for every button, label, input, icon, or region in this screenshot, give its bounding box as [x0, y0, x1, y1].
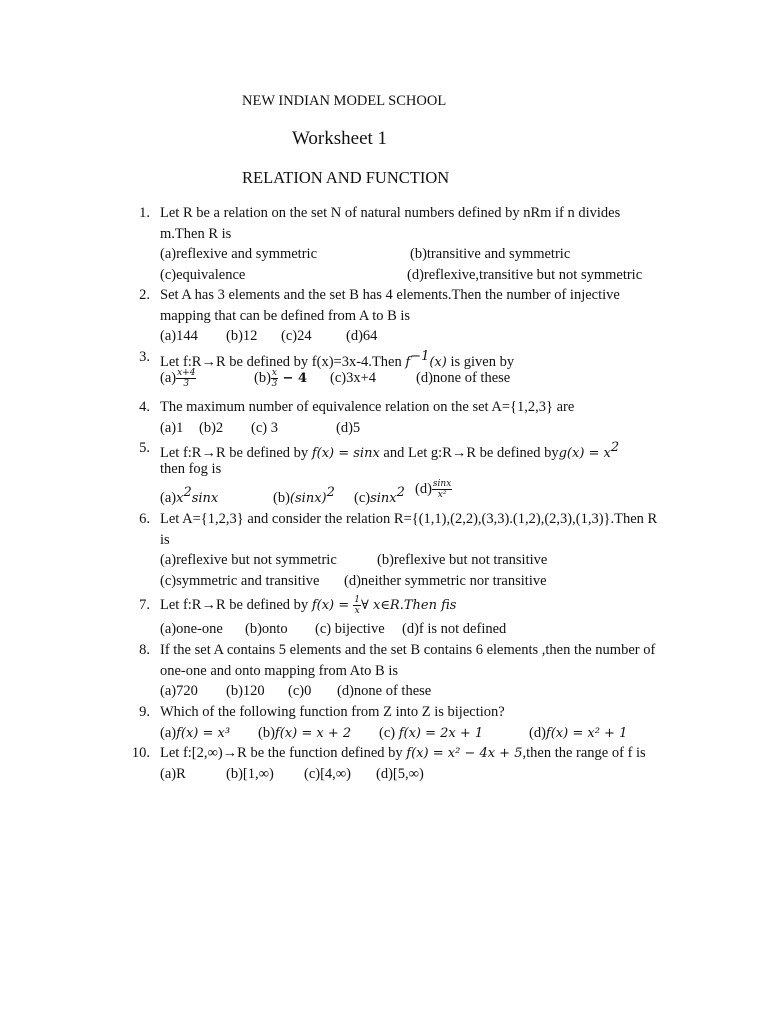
math-expression: f(x) = sinx — [311, 445, 380, 461]
math-expression: (x) — [429, 354, 447, 370]
question-number: 7. — [139, 597, 150, 613]
question-6 — [0, 509, 768, 591]
option-b: (b)[1,∞) — [226, 765, 274, 782]
option-c: (c)symmetric and transitive — [160, 572, 320, 589]
math-superscript: 2 — [610, 440, 620, 455]
option-d: (d)none of these — [337, 683, 432, 699]
math-expression: ∀ x∈R.Then fis — [361, 598, 457, 613]
question-text: Let f:R→R be defined by — [160, 444, 312, 461]
option-a: (a)f(x) = x³ — [160, 724, 231, 741]
question-text: mapping that can be defined from A to B is — [160, 307, 411, 324]
math-superscript: −1 — [410, 349, 430, 364]
math-expression: f — [405, 354, 411, 370]
option-d: (d)64 — [346, 328, 378, 344]
option-d: (d)neither symmetric nor transitive — [344, 572, 547, 589]
question-text: Set A has 3 elements and the set B has 4 elements.Then the number of injective — [160, 287, 620, 303]
question-number: 5. — [139, 440, 150, 456]
question-number: 3. — [139, 349, 150, 365]
option-b: (b) $\frac{x}{3}$ − 4 — [254, 367, 307, 389]
question-text: Let R be a relation on the set N of natural numbers defined by nRm if n divides — [160, 205, 621, 221]
question-number: 2. — [139, 287, 150, 303]
option-a: $(a)x^2\sin x$ — [160, 485, 219, 506]
question-2 — [0, 285, 768, 347]
option-d: (d)none of these — [416, 369, 511, 386]
question-text: is — [160, 531, 170, 548]
math-expression: f(x) = — [311, 598, 354, 613]
option-b: (b)reflexive but not transitive — [377, 552, 548, 568]
math-expression: f(x) = x² − 4x + 5 — [406, 746, 523, 761]
question-number: 10. — [131, 745, 150, 761]
option-d: (d)reflexive,transitive but not symmetric — [407, 266, 643, 283]
option-d: (d)[5,∞) — [376, 765, 424, 782]
question-text: The maximum number of equivalence relation on the set A={1,2,3} are — [160, 399, 575, 415]
question-9 — [0, 702, 768, 743]
question-text: then fog is — [160, 460, 222, 477]
option-a: (a)144 — [160, 328, 198, 344]
question-text: Let f:R→R be defined by — [160, 597, 312, 613]
option-b: $(b)(\sin x)^2$ — [273, 485, 335, 506]
topic-title: RELATION AND FUNCTION — [242, 168, 450, 187]
question-4 — [0, 397, 768, 438]
option-c: (c)sinx$^2$ — [354, 485, 405, 506]
school-name: NEW INDIAN MODEL SCHOOL — [242, 93, 447, 109]
option-a: (a)720 — [160, 683, 198, 699]
question-text: Let A={1,2,3} and consider the relation R={(1,1),(2,2),(3,3).(1,2),(2,3),(1,3)}.Then R — [160, 511, 658, 527]
question-1 — [0, 203, 768, 285]
question-number: 8. — [139, 642, 150, 658]
option-d: (d)f(x) = x² + 1 — [529, 724, 628, 741]
option-c: (c)[4,∞) — [304, 765, 351, 782]
option-d: (d)f is not defined — [402, 621, 507, 637]
option-d: (d) $\frac{\sin x}{\text{x²}}$ — [415, 479, 452, 501]
question-text: one-one and onto mapping from Ato B is — [160, 662, 399, 679]
option-a: (a)R — [160, 765, 186, 782]
question-text: and Let g:R→R be defined by — [379, 444, 559, 461]
math-expression: g(x) = x — [558, 445, 611, 461]
question-text: Which of the following function from Z into Z is bijection? — [160, 704, 505, 720]
question-number: 6. — [139, 511, 150, 527]
option-a: (a)reflexive but not symmetric — [160, 552, 337, 568]
option-b: (b)120 — [226, 683, 265, 699]
option-b: (b)transitive and symmetric — [410, 246, 571, 262]
question-text: If the set A contains 5 elements and the set B contains 6 elements ,then the number of — [160, 642, 656, 658]
question-text: is given by — [446, 353, 515, 370]
option-c: (c) bijective — [315, 621, 385, 637]
option-b: (b)f(x) = x + 2 — [258, 724, 352, 741]
question-10 — [0, 743, 768, 784]
question-text: Let f:R→R be defined by f(x)=3x-4.Then — [160, 353, 406, 370]
option-d: (d)5 — [336, 419, 361, 436]
option-c: (c)3x+4 — [330, 369, 377, 386]
question-5 — [0, 438, 768, 505]
option-b: (b)onto — [245, 621, 288, 637]
question-number: 1. — [139, 205, 150, 221]
option-a: (a) $\frac{x+4}{3}$ — [160, 367, 196, 389]
question-text: ,then the range of f is — [522, 745, 646, 761]
option-b: (b)2 — [199, 419, 224, 436]
math-fraction: $\frac{1}{x}$ — [354, 595, 360, 617]
option-c: (c) f(x) = 2x + 1 — [379, 724, 484, 741]
question-number: 9. — [139, 704, 150, 720]
question-text: Let f:[2,∞)→R be the function defined by — [160, 745, 407, 761]
worksheet-title: Worksheet 1 — [292, 128, 388, 149]
question-number: 4. — [139, 399, 150, 415]
option-a: (a)1 — [160, 419, 184, 436]
question-3 — [0, 347, 768, 390]
option-a: (a)one-one — [160, 621, 223, 637]
question-8 — [0, 640, 768, 702]
option-a: (a)reflexive and symmetric — [160, 246, 318, 262]
option-c: (c)equivalence — [160, 266, 246, 283]
question-text: m.Then R is — [160, 225, 232, 242]
question-7 — [0, 595, 768, 640]
option-b: (b)12 — [226, 328, 258, 344]
option-c: (c)0 — [288, 683, 312, 699]
option-c: (c) 3 — [251, 419, 278, 436]
option-c: (c)24 — [281, 328, 312, 344]
